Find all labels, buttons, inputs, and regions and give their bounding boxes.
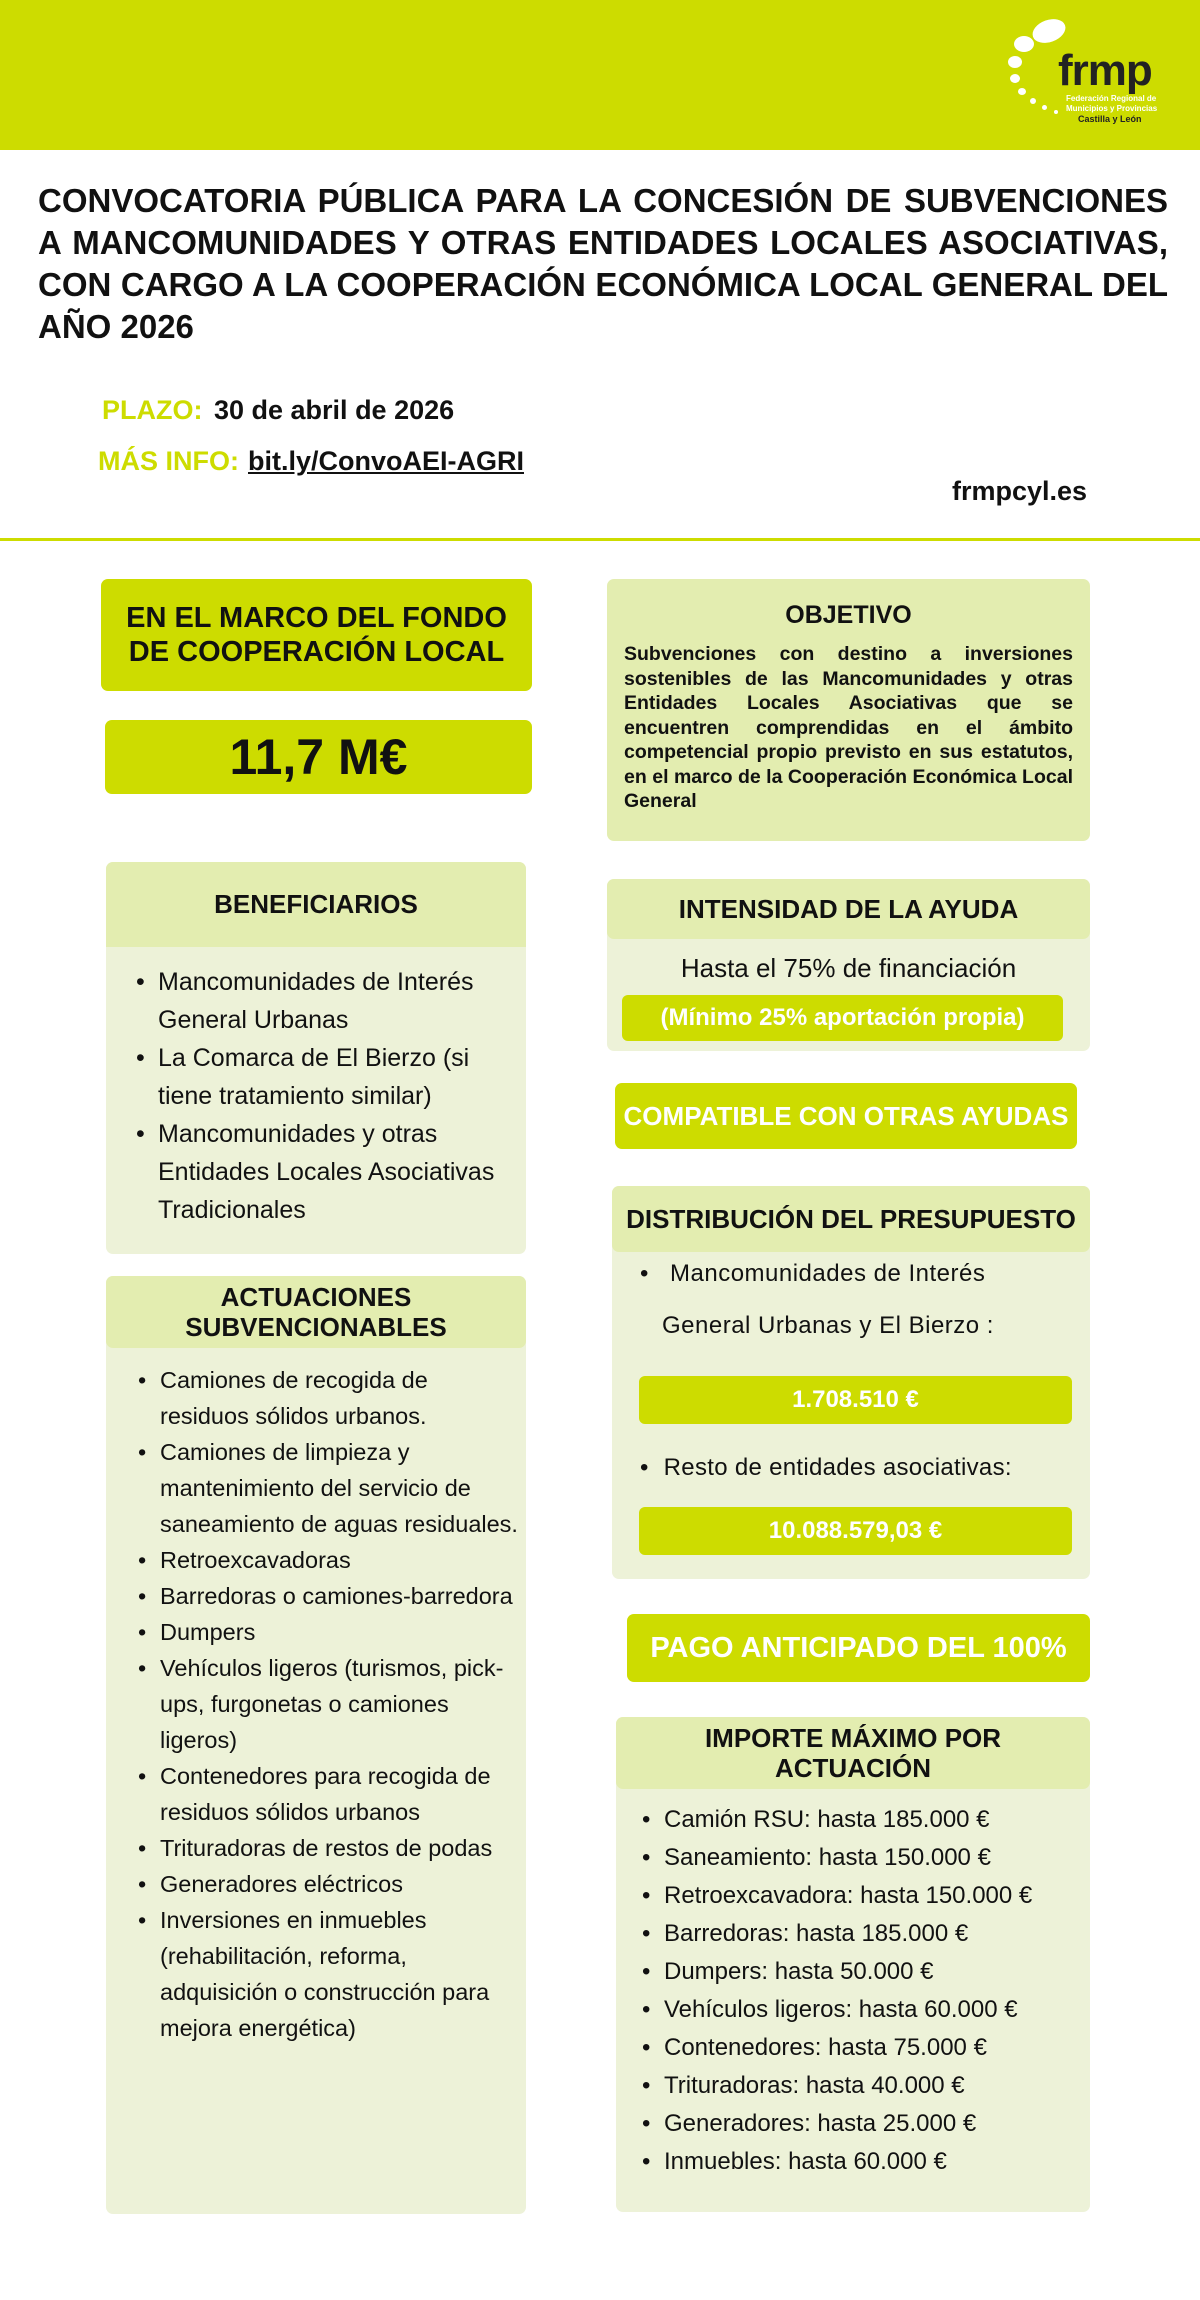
logo-dot-icon <box>1014 36 1034 52</box>
distribucion-item-1-line1: Mancomunidades de Interés <box>670 1260 986 1287</box>
actuaciones-list <box>106 1348 526 2046</box>
beneficiarios-heading: BENEFICIARIOS <box>106 862 526 947</box>
list-item: • Inmuebles: hasta 60.000 € <box>636 2143 1086 2181</box>
actuaciones-heading: ACTUACIONES SUBVENCIONABLES <box>106 1276 526 1348</box>
objetivo-heading: OBJETIVO <box>785 601 912 629</box>
list-item: • La Comarca de El Bierzo (si tiene tratamiento similar) <box>130 1039 516 1115</box>
actuaciones-card <box>106 1276 526 2214</box>
divider <box>0 538 1200 541</box>
list-item: • Saneamiento: hasta 150.000 € <box>636 1839 1086 1877</box>
objetivo-text: Subvenciones con destino a inversiones sostenibles de las Mancomunidades y otras Entidades Locales Asociativas que se encuentren comprendidas en el ámbito competencial propio previsto en sus estatutos, en el marco de la Cooperación Económica Local General <box>624 643 1073 812</box>
list-item: • Barredoras: hasta 185.000 € <box>636 1915 1086 1953</box>
plazo-value: 30 de abril de 2026 <box>214 395 455 425</box>
info-link[interactable]: bit.ly/ConvoAEI-AGRI <box>248 446 524 476</box>
importe-list <box>616 1789 1090 2181</box>
list-item: • Camión RSU: hasta 185.000 € <box>636 1801 1086 1839</box>
distribucion-heading: DISTRIBUCIÓN DEL PRESUPUESTO <box>612 1186 1090 1252</box>
logo-dot-icon <box>1018 88 1026 95</box>
beneficiarios-list <box>106 947 526 1229</box>
logo-subtitle: Federación Regional de Municipios y Provincias <box>1066 94 1158 113</box>
logo-dot-icon <box>1008 56 1022 68</box>
compatible-badge: COMPATIBLE CON OTRAS AYUDAS <box>615 1083 1077 1149</box>
list-item: • Vehículos ligeros (turismos, pick-ups, furgonetas o camiones ligeros) <box>132 1650 518 1758</box>
list-item: • Retroexcavadoras <box>132 1542 518 1578</box>
list-item: • Mancomunidades de Interés General Urbanas <box>130 963 516 1039</box>
list-item: • Vehículos ligeros: hasta 60.000 € <box>636 1991 1086 2029</box>
list-item: • Contenedores: hasta 75.000 € <box>636 2029 1086 2067</box>
list-item: • Trituradoras de restos de podas <box>132 1830 518 1866</box>
list-item: • Trituradoras: hasta 40.000 € <box>636 2067 1086 2105</box>
distribucion-item-2-text: Resto de entidades asociativas: <box>663 1454 1012 1481</box>
list-item: • Contenedores para recogida de residuos sólidos urbanos <box>132 1758 518 1830</box>
logo-text: frmp <box>1058 46 1152 95</box>
beneficiarios-card <box>106 862 526 1254</box>
logo-dot-icon <box>1010 74 1020 83</box>
fondo-heading: EN EL MARCO DEL FONDO DE COOPERACIÓN LOCAL <box>101 579 532 691</box>
distribucion-card: DISTRIBUCIÓN DEL PRESUPUESTO • Mancomunidades de Interés General Urbanas y El Bierzo : 1.708.510 € • Resto de entidades asociativas: 10.088.579,03 € <box>612 1186 1090 1579</box>
logo-dot-icon <box>1054 110 1058 114</box>
frmp-logo <box>1008 18 1178 130</box>
info-label: MÁS INFO: <box>98 446 239 476</box>
distribucion-item-2: • Resto de entidades asociativas: <box>640 1454 1012 1481</box>
header-bar <box>0 0 1200 150</box>
plazo-label: PLAZO: <box>102 395 203 425</box>
intensidad-badge: (Mínimo 25% aportación propia) <box>622 995 1063 1041</box>
distribucion-amount-1: 1.708.510 € <box>639 1376 1072 1424</box>
logo-dot-icon <box>1042 105 1047 110</box>
distribucion-item-1-line2: General Urbanas y El Bierzo : <box>662 1312 994 1339</box>
list-item: • Generadores eléctricos <box>132 1866 518 1902</box>
importe-card <box>616 1717 1090 2212</box>
objetivo-card <box>607 579 1090 841</box>
list-item: • Dumpers: hasta 50.000 € <box>636 1953 1086 1991</box>
logo-dot-icon <box>1030 98 1036 104</box>
logo-region: Castilla y León <box>1078 114 1142 124</box>
list-item: • Inversiones en inmuebles (rehabilitación, reforma, adquisición o construcción para mejora energética) <box>132 1902 518 2046</box>
page-title: CONVOCATORIA PÚBLICA PARA LA CONCESIÓN DE SUBVENCIONES A MANCOMUNIDADES Y OTRAS ENTIDADES LOCALES ASOCIATIVAS, CON CARGO A LA COOPERACIÓN ECONÓMICA LOCAL GENERAL DEL AÑO 2026 <box>38 182 1168 345</box>
intensidad-text: Hasta el 75% de financiación <box>680 953 1017 983</box>
intensidad-heading: INTENSIDAD DE LA AYUDA <box>607 879 1090 939</box>
list-item: • Retroexcavadora: hasta 150.000 € <box>636 1877 1086 1915</box>
intensidad-card <box>607 879 1090 1051</box>
list-item: • Barredoras o camiones-barredora <box>132 1578 518 1614</box>
logo-dot-icon <box>1029 15 1068 47</box>
pago-badge: PAGO ANTICIPADO DEL 100% <box>627 1614 1090 1682</box>
list-item: • Mancomunidades y otras Entidades Locales Asociativas Tradicionales <box>130 1115 516 1229</box>
list-item: • Dumpers <box>132 1614 518 1650</box>
list-item: • Generadores: hasta 25.000 € <box>636 2105 1086 2143</box>
list-item: • Camiones de recogida de residuos sólidos urbanos. <box>132 1362 518 1434</box>
site-url[interactable]: frmpcyl.es <box>952 476 1088 506</box>
list-item: • Camiones de limpieza y mantenimiento del servicio de saneamiento de aguas residuales. <box>132 1434 518 1542</box>
importe-heading: IMPORTE MÁXIMO POR ACTUACIÓN <box>616 1717 1090 1789</box>
fondo-amount: 11,7 M€ <box>105 720 532 794</box>
distribucion-amount-2: 10.088.579,03 € <box>639 1507 1072 1555</box>
